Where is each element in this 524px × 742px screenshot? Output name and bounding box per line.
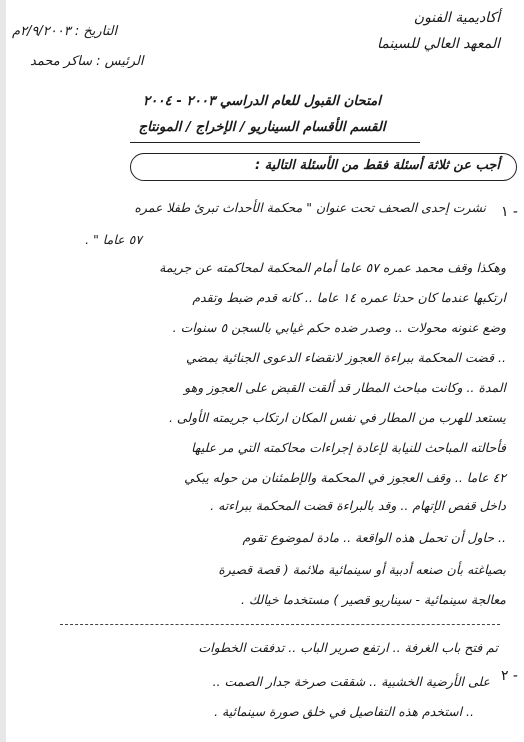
q1-line-14: معالجة سينمائية - سيناريو قصير ) مستخدما خيالك . xyxy=(241,592,506,607)
question-2-number: ٢ - xyxy=(500,668,518,684)
institution-name: أكاديمية الفنون xyxy=(413,10,500,26)
section-divider xyxy=(60,624,500,625)
scan-edge-shadow xyxy=(0,0,6,742)
q2-line-2: على الأرضية الخشبية .. شققت صرخة جدار الصمت .. xyxy=(212,674,490,689)
q1-line-2: ٥٧ عاما " . xyxy=(85,232,142,247)
q1-line-10: ٤٢ عاما .. وقف العجوز في المحكمة والإطمئنان من حوله يبكي xyxy=(184,470,506,485)
q1-line-4: ارتكبها عندما كان حدثا عمره ١٤ عاما .. كانه قدم ضبط وتقدم xyxy=(192,290,506,305)
q1-line-13: بصياغته بأن صنعه أدبية أو سينمائية ملائمة ( قصة قصيرة xyxy=(218,562,506,577)
q1-line-3: وهكذا وقف محمد عمره ٥٧ عاما أمام المحكمة لمحاكمته عن جريمة xyxy=(159,260,506,275)
q1-line-8: يستعد للهرب من المطار في نفس المكان ارتكاب جريمته الأولى . xyxy=(168,410,506,425)
title-underline xyxy=(130,142,420,143)
q2-line-3: .. استخدم هذه التفاصيل في خلق صورة سينمائية . xyxy=(214,704,474,719)
institute-name: المعهد العالي للسينما xyxy=(376,36,500,52)
q2-line-1: تم فتح باب الغرفة .. ارتفع صرير الباب .. تدفقت الخطوات xyxy=(198,640,498,655)
q1-line-5: وضع عنونه محولات .. وصدر ضده حكم غيابي بالسجن ٥ سنوات . xyxy=(172,320,506,335)
exam-title: امتحان القبول للعام الدراسي ٢٠٠٣ - ٢٠٠٤ xyxy=(142,94,382,109)
q1-line-11: داخل قفص الإتهام .. وقد بالبراءة قضت المحكمة ببراءته . xyxy=(210,498,506,513)
q1-line-12: .. حاول أن تحمل هذه الواقعة .. مادة لموضوع تقوم xyxy=(242,530,506,545)
departments-line: القسم الأقسام السيناريو / الإخراج / المونتاج xyxy=(138,120,386,135)
q1-line-1: نشرت إحدى الصحف تحت عنوان " محكمة الأحداث تبرئ طفلا عمره xyxy=(134,200,486,215)
question-1-number: ١ - xyxy=(500,204,518,220)
instruction-text: أجب عن ثلاثة أسئلة فقط من الأسئلة التالية : xyxy=(254,158,500,173)
exam-date: التاريخ : ٢/٩/٢٠٠٣م xyxy=(12,24,118,39)
signature-line: الرئيس : ساكر محمد xyxy=(30,54,144,69)
q1-line-7: المدة .. وكانت مباحث المطار قد ألقت القبض على العجوز وهو xyxy=(184,380,506,395)
q1-line-6: .. قضت المحكمة ببراءة العجوز لانقضاء الدعوى الجنائية بمضي xyxy=(185,350,506,365)
q1-line-9: فأحالته المباحث للنيابة لإعادة إجراءات محاكمته التي مر عليها xyxy=(191,440,506,455)
